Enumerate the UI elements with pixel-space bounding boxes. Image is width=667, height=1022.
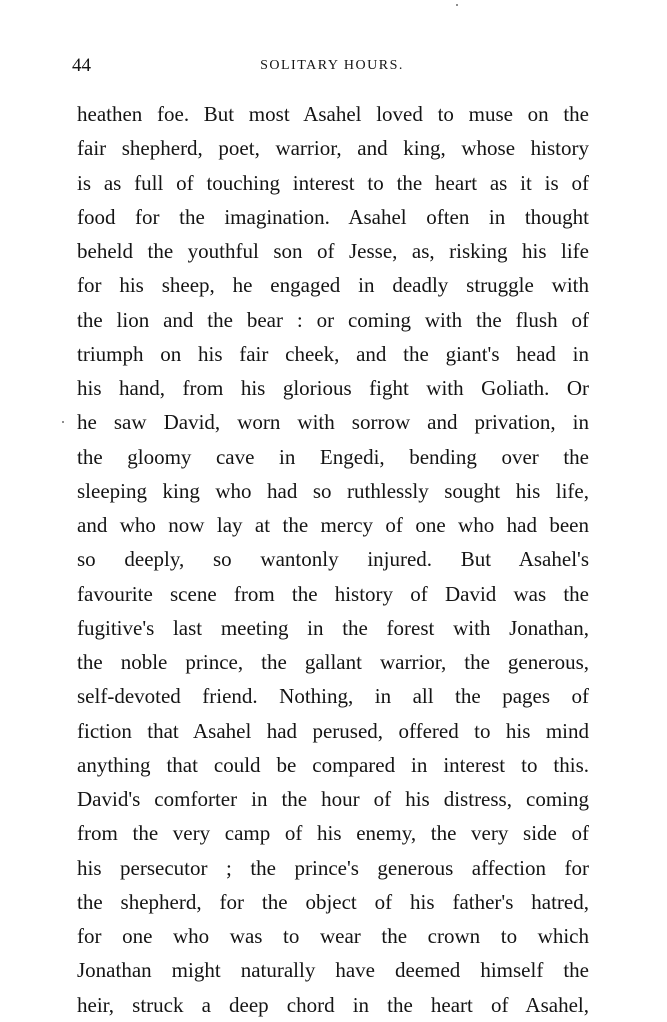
page-number: 44 bbox=[72, 55, 91, 76]
running-head: SOLITARY HOURS. bbox=[260, 58, 404, 73]
text-line: is as full of touching interest to the heart as it is of bbox=[77, 170, 589, 195]
text-line: and who now lay at the mercy of one who had been bbox=[77, 513, 589, 537]
paper-speck bbox=[62, 421, 64, 423]
text-line: for one who was to wear the crown to which bbox=[77, 924, 589, 948]
text-line: favourite scene from the history of David was the bbox=[77, 581, 589, 606]
text-line: so deeply, so wantonly injured. But Asahel's bbox=[77, 547, 589, 572]
text-line: for his sheep, he engaged in deadly struggle with bbox=[77, 273, 589, 298]
text-line: food for the imagination. Asahel often in thought bbox=[77, 204, 589, 229]
text-line: Jonathan might naturally have deemed himself the bbox=[77, 958, 589, 983]
body-text bbox=[77, 97, 589, 1022]
text-line: anything that could be compared in interest to this. bbox=[77, 752, 589, 777]
page-header bbox=[72, 55, 592, 85]
text-line: fair shepherd, poet, warrior, and king, whose history bbox=[77, 136, 589, 161]
text-line: beheld the youthful son of Jesse, as, risking his life bbox=[77, 239, 589, 263]
text-line: heir, struck a deep chord in the heart of Asahel, bbox=[77, 992, 589, 1017]
text-line: the shepherd, for the object of his father's hatred, bbox=[77, 889, 589, 914]
text-line: from the very camp of his enemy, the very side of bbox=[77, 821, 589, 846]
text-line: David's comforter in the hour of his distress, coming bbox=[77, 787, 589, 811]
text-line: the noble prince, the gallant warrior, the generous, bbox=[77, 650, 589, 674]
text-line: the lion and the bear : or coming with the flush of bbox=[77, 307, 589, 332]
text-line: fiction that Asahel had perused, offered to his mind bbox=[77, 718, 589, 743]
text-line: his persecutor ; the prince's generous affection for bbox=[77, 855, 589, 880]
text-line: heathen foe. But most Asahel loved to muse on the bbox=[77, 102, 589, 126]
text-line: his hand, from his glorious fight with Goliath. Or bbox=[77, 376, 589, 400]
paper-speck bbox=[456, 4, 458, 6]
text-line: he saw David, worn with sorrow and privation, in bbox=[77, 410, 589, 435]
text-line: the gloomy cave in Engedi, bending over the bbox=[77, 444, 589, 469]
text-line: triumph on his fair cheek, and the giant's head in bbox=[77, 341, 589, 366]
text-line: self-devoted friend. Nothing, in all the pages of bbox=[77, 684, 589, 709]
text-line: fugitive's last meeting in the forest with Jonathan, bbox=[77, 615, 589, 640]
text-line: sleeping king who had so ruthlessly sought his life, bbox=[77, 478, 589, 503]
